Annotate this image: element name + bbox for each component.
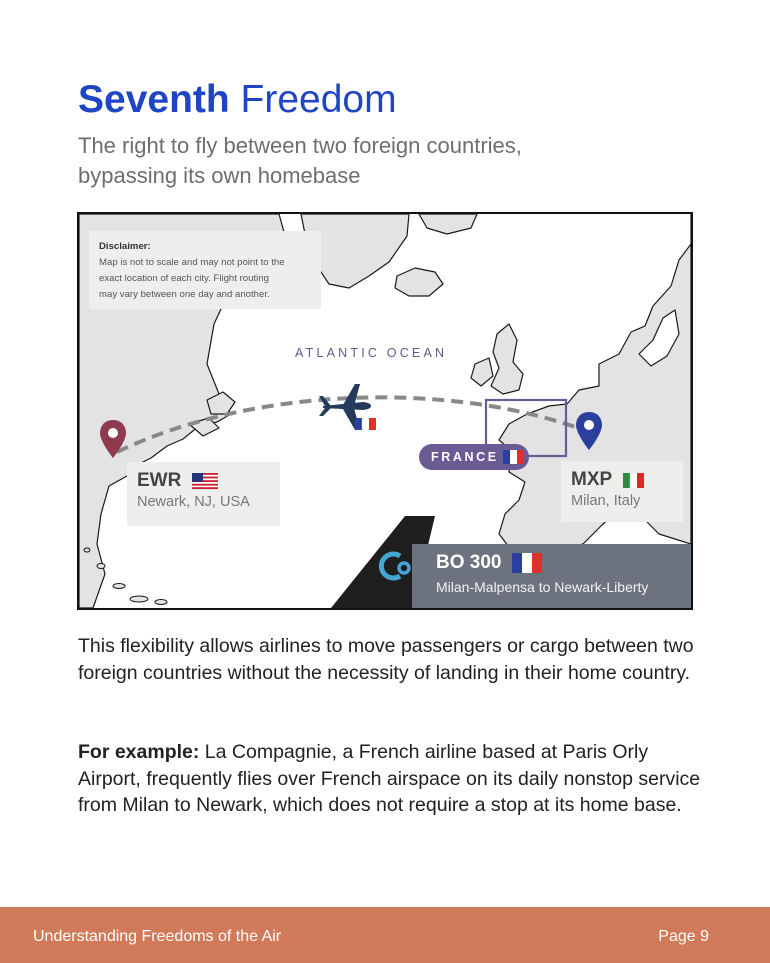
disclaimer-heading: Disclaimer: xyxy=(99,241,151,252)
ireland xyxy=(471,358,493,386)
iceland-landmass xyxy=(395,268,443,296)
country-label: FRANCE xyxy=(431,450,499,464)
route-map xyxy=(77,212,693,610)
flight-route: Milan-Malpensa to Newark-Liberty xyxy=(436,579,649,595)
example-paragraph xyxy=(78,739,708,819)
footer-title: Understanding Freedoms of the Air xyxy=(33,928,282,945)
origin-code: EWR xyxy=(137,470,182,491)
origin-card xyxy=(127,462,280,526)
destination-city: Milan, Italy xyxy=(571,493,641,509)
plane-flag xyxy=(355,418,376,430)
page-footer xyxy=(0,907,770,963)
explanation-paragraph: This flexibility allows airlines to move passengers or cargo between two foreign countries without the necessity of landing in their home country. xyxy=(78,635,694,684)
subtitle-line-1: The right to fly between two foreign countries, xyxy=(78,133,522,158)
arctic-island xyxy=(419,214,477,234)
page-number: Page 9 xyxy=(658,928,709,945)
example-lead: For example: xyxy=(78,741,200,763)
france-flag-icon xyxy=(503,450,524,464)
flight-info-bar xyxy=(412,544,692,610)
us-flag-icon xyxy=(192,473,218,489)
origin-city: Newark, NJ, USA xyxy=(137,494,250,510)
title-bold: Seventh xyxy=(78,78,230,121)
destination-card xyxy=(561,461,683,522)
title-rest: Freedom xyxy=(229,78,397,121)
ocean-label: ATLANTIC OCEAN xyxy=(295,346,448,360)
country-pill xyxy=(419,444,529,470)
page-subtitle xyxy=(78,131,522,191)
disclaimer-line: Map is not to scale and may not point to the xyxy=(99,257,285,268)
page-title xyxy=(78,76,397,124)
subtitle-line-2: bypassing its own homebase xyxy=(78,163,361,188)
france-flag-icon xyxy=(512,553,542,573)
flight-number: BO 300 xyxy=(436,552,502,573)
disclaimer-line: exact location of each city. Flight routing xyxy=(99,273,269,284)
example-text: La Compagnie, a French airline based at Paris Orly Airport, frequently flies over French airspace on its daily nonstop service from Milan to Newark, which does not require a stop at its home base. xyxy=(78,741,701,816)
disclaimer-line: may vary between one day and another. xyxy=(99,289,270,300)
great-britain xyxy=(491,324,523,394)
italy-flag-icon xyxy=(623,473,644,488)
destination-code: MXP xyxy=(571,469,613,490)
map-disclaimer xyxy=(89,231,321,309)
